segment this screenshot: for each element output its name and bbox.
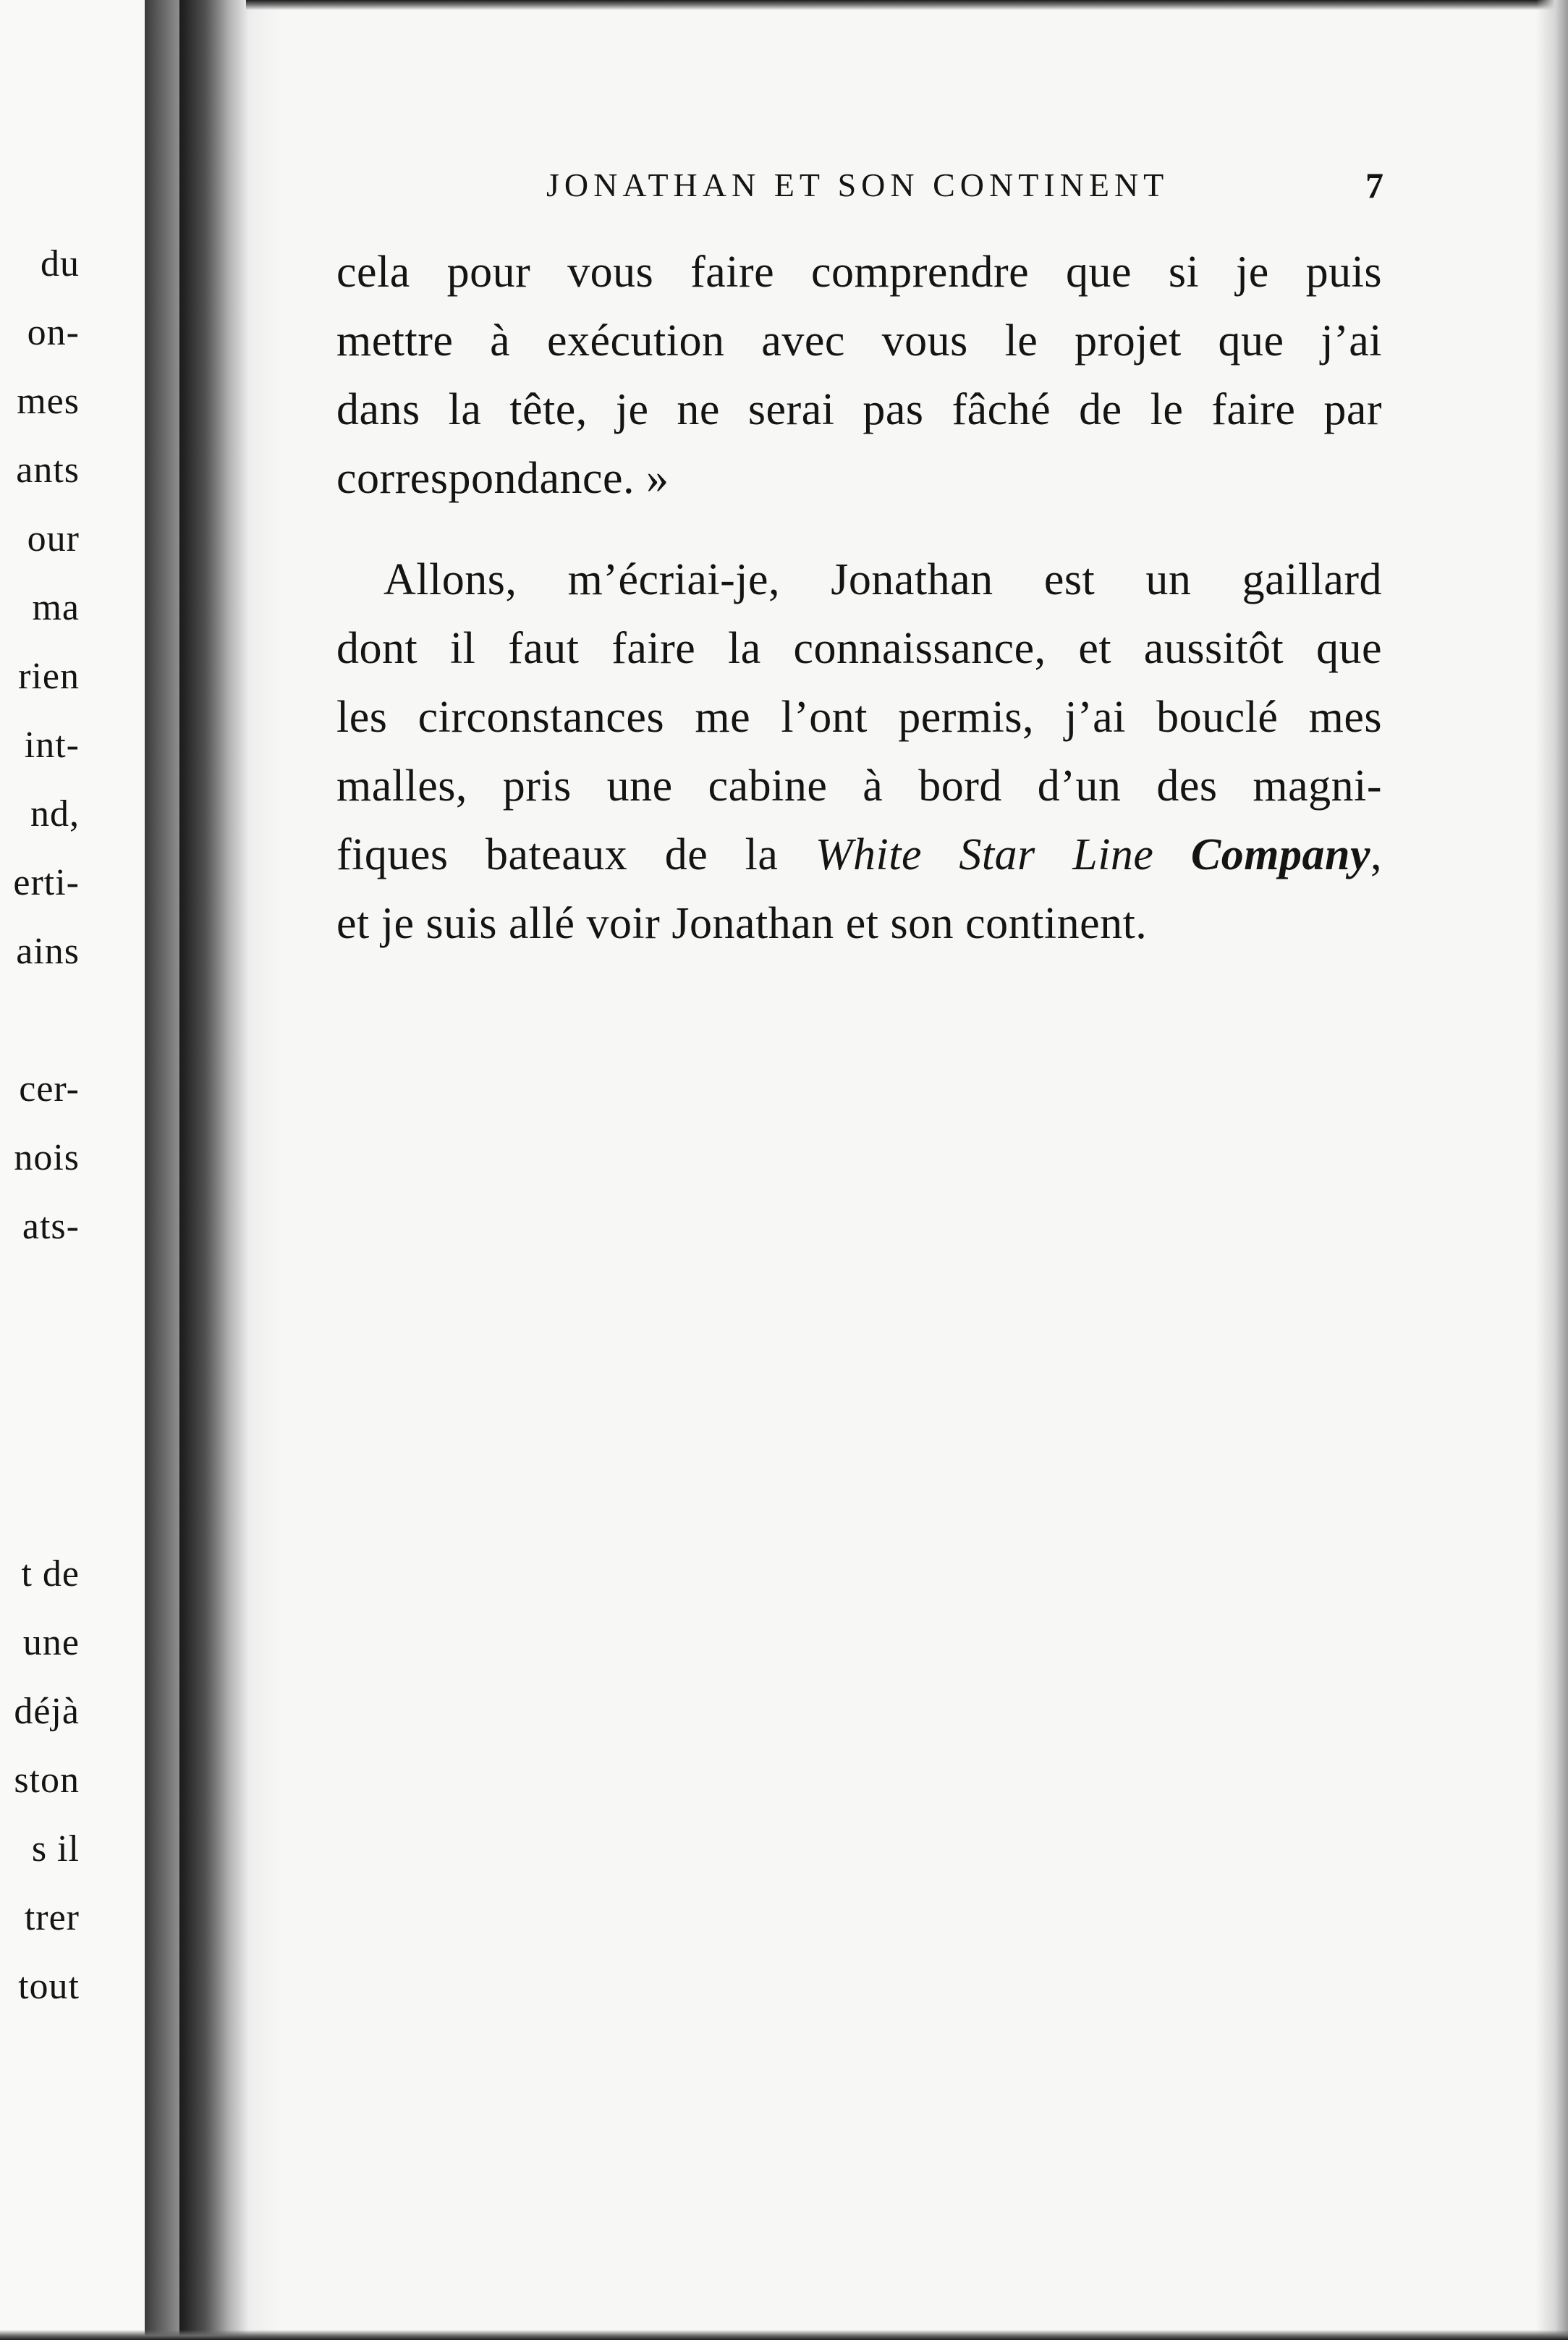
- facing-page-line: nois: [14, 1137, 80, 1178]
- page-top-edge: [246, 0, 1568, 10]
- facing-page-line: on-: [27, 312, 80, 353]
- facing-page-fragment: [0, 0, 156, 2340]
- facing-page-line: erti-: [13, 862, 80, 903]
- facing-page-line: ats-: [22, 1206, 80, 1247]
- facing-page-line: nd,: [30, 793, 80, 835]
- binding-shadow: [179, 0, 248, 2340]
- facing-page-line: tout: [18, 1966, 80, 2007]
- facing-page-line: our: [27, 518, 80, 559]
- facing-page-line: du: [41, 243, 80, 284]
- facing-page-line: t de: [21, 1553, 80, 1595]
- body-line: Allons, m’écriai-je, Jonathan est un gaillard: [383, 555, 1382, 604]
- body-line: les circonstances me l’ont permis, j’ai bouclé mes: [336, 693, 1382, 742]
- facing-page-line: une: [22, 1622, 80, 1663]
- body-line: correspondance. »: [336, 454, 669, 503]
- page-number: 7: [1365, 165, 1383, 206]
- facing-page-line: int-: [24, 725, 80, 766]
- page-right-edge: [1536, 0, 1568, 2340]
- body-text: ,: [1370, 830, 1382, 879]
- body-line-with-company-name: [336, 821, 1382, 888]
- facing-page-line: mes: [17, 381, 80, 422]
- facing-page-line: ma: [32, 587, 80, 628]
- body-line: et je suis allé voir Jonathan et son continent.: [336, 899, 1148, 948]
- body-line: dans la tête, je ne serai pas fâché de le faire par: [336, 385, 1382, 434]
- running-title: JONATHAN ET SON CONTINENT: [546, 166, 1169, 203]
- facing-page-line: déjà: [14, 1691, 80, 1732]
- facing-page-line: ants: [16, 449, 80, 491]
- body-line: mettre à exécution avec vous le projet que j’ai: [336, 316, 1382, 366]
- running-header: [333, 162, 1389, 213]
- facing-page-line: s il: [31, 1828, 80, 1870]
- page-bottom-edge: [0, 2330, 1568, 2340]
- body-text: fiques bateaux de la: [336, 830, 815, 879]
- facing-page-line: cer-: [19, 1068, 80, 1110]
- facing-page-line: trer: [24, 1897, 80, 1938]
- body-line: dont il faut faire la connaissance, et aussitôt que: [336, 624, 1382, 673]
- body-line: cela pour vous faire comprendre que si je puis: [336, 248, 1382, 297]
- facing-page-line: ains: [16, 931, 80, 972]
- company-name-italic: White Star Line: [815, 830, 1154, 879]
- body-line: malles, pris une cabine à bord d’un des magni-: [336, 761, 1382, 811]
- company-name-bold: Company: [1190, 830, 1370, 879]
- facing-page-line: ston: [14, 1760, 80, 1801]
- facing-page-line: rien: [18, 656, 80, 697]
